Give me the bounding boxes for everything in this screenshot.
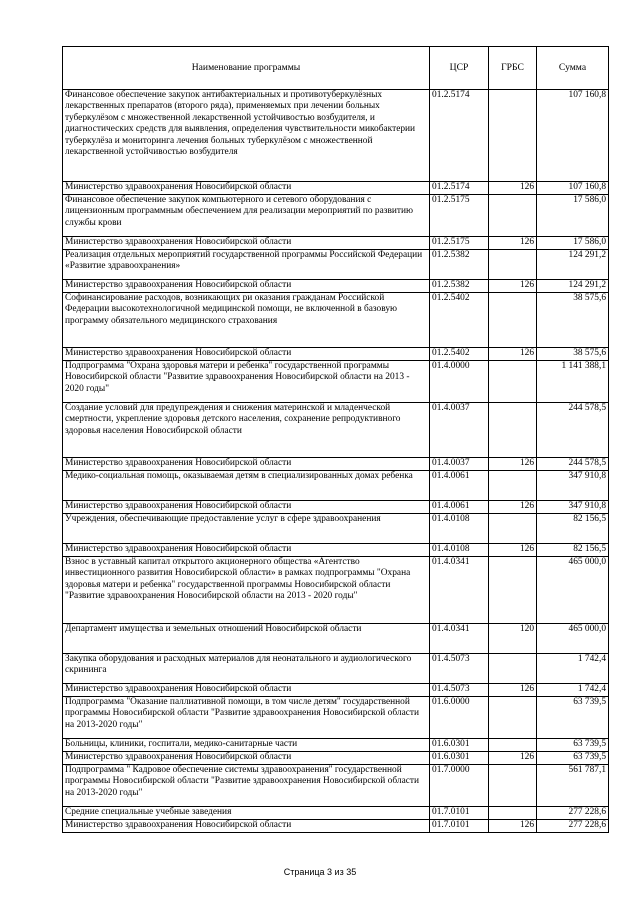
grbs-code-cell: 126: [489, 348, 537, 361]
grbs-code-cell: 126: [489, 820, 537, 833]
table-row: [63, 752, 609, 765]
sum-cell: 82 156,5: [537, 514, 609, 544]
program-name-cell: Подпрограмма "Охрана здоровья матери и ребенка" государственной программы Новосибирской области "Развитие здравоохранения Новосибирской области на 2013 - 2020 годы": [63, 361, 430, 403]
table-body: [63, 90, 609, 833]
table-row: [63, 654, 609, 684]
table-row: [63, 684, 609, 697]
table-row: [63, 237, 609, 250]
program-name-cell: Министерство здравоохранения Новосибирской области: [63, 684, 430, 697]
program-name-cell: Министерство здравоохранения Новосибирской области: [63, 280, 430, 293]
sum-cell: 63 739,5: [537, 752, 609, 765]
program-name-cell: Подпрограмма " Кадровое обеспечение системы здравоохранения" государственной программы Новосибирской области "Развитие здравоохранения Новосибирской области на 2013-2020 годы": [63, 765, 430, 807]
grbs-code-cell: [489, 471, 537, 501]
csr-code-cell: 01.7.0000: [430, 765, 489, 807]
program-name-cell: Министерство здравоохранения Новосибирской области: [63, 458, 430, 471]
table-row: [63, 403, 609, 458]
csr-code-cell: 01.2.5382: [430, 280, 489, 293]
grbs-code-cell: [489, 654, 537, 684]
page-number-footer: Страница 3 из 35: [283, 867, 357, 877]
csr-code-cell: 01.4.5073: [430, 684, 489, 697]
table-row: [63, 807, 609, 820]
sum-cell: 107 160,8: [537, 182, 609, 195]
sum-cell: 465 000,0: [537, 557, 609, 624]
sum-cell: 244 578,5: [537, 458, 609, 471]
table-header-row: [63, 47, 609, 90]
sum-cell: 1 742,4: [537, 684, 609, 697]
table-row: [63, 361, 609, 403]
table-row: [63, 348, 609, 361]
grbs-code-cell: [489, 403, 537, 458]
csr-code-cell: 01.4.0341: [430, 557, 489, 624]
table-row: [63, 182, 609, 195]
table-row: [63, 697, 609, 739]
program-name-cell: Министерство здравоохранения Новосибирской области: [63, 820, 430, 833]
csr-code-cell: 01.4.0061: [430, 471, 489, 501]
grbs-code-cell: [489, 765, 537, 807]
table-row: [63, 544, 609, 557]
table-row: [63, 458, 609, 471]
program-name-cell: Закупка оборудования и расходных материалов для неонатального и аудиологического скрининга: [63, 654, 430, 684]
column-header-sum: Сумма: [537, 47, 609, 90]
csr-code-cell: 01.7.0101: [430, 807, 489, 820]
program-name-cell: Взнос в уставный капитал открытого акционерного общества «Агентство инвестиционного развития Новосибирской области» в рамках подпрограммы "Охрана здоровья матери и ребенка" государственной программы Новосибирской области "Развитие здравоохранения Новосибирской области на 2013 - 2020 годы": [63, 557, 430, 624]
grbs-code-cell: 126: [489, 752, 537, 765]
sum-cell: 465 000,0: [537, 624, 609, 654]
grbs-code-cell: 120: [489, 624, 537, 654]
table-row: [63, 501, 609, 514]
sum-cell: 63 739,5: [537, 739, 609, 752]
table-row: [63, 624, 609, 654]
grbs-code-cell: 126: [489, 544, 537, 557]
csr-code-cell: 01.4.0108: [430, 544, 489, 557]
grbs-code-cell: [489, 250, 537, 280]
sum-cell: 17 586,0: [537, 237, 609, 250]
grbs-code-cell: [489, 361, 537, 403]
csr-code-cell: 01.2.5382: [430, 250, 489, 280]
program-name-cell: Министерство здравоохранения Новосибирской области: [63, 348, 430, 361]
sum-cell: 124 291,2: [537, 250, 609, 280]
table-row: [63, 195, 609, 237]
grbs-code-cell: 126: [489, 237, 537, 250]
program-name-cell: Министерство здравоохранения Новосибирской области: [63, 182, 430, 195]
csr-code-cell: 01.2.5174: [430, 182, 489, 195]
table-row: [63, 471, 609, 501]
program-name-cell: Финансовое обеспечение закупок компьютерного и сетевого оборудования с лицензионным программным обеспечением для реализации мероприятий по развитию службы крови: [63, 195, 430, 237]
grbs-code-cell: [489, 195, 537, 237]
grbs-code-cell: [489, 90, 537, 182]
csr-code-cell: 01.4.5073: [430, 654, 489, 684]
sum-cell: 244 578,5: [537, 403, 609, 458]
program-name-cell: Реализация отдельных мероприятий государственной программы Российской Федерации «Развитие здравоохранения»: [63, 250, 430, 280]
csr-code-cell: 01.4.0108: [430, 514, 489, 544]
table-row: [63, 280, 609, 293]
budget-program-table: [62, 46, 609, 833]
grbs-code-cell: 126: [489, 280, 537, 293]
column-header-csr: ЦСР: [430, 47, 489, 90]
sum-cell: 1 141 388,1: [537, 361, 609, 403]
csr-code-cell: 01.2.5402: [430, 293, 489, 348]
column-header-grbs: ГРБС: [489, 47, 537, 90]
program-name-cell: Средние специальные учебные заведения: [63, 807, 430, 820]
sum-cell: 561 787,1: [537, 765, 609, 807]
sum-cell: 277 228,6: [537, 807, 609, 820]
grbs-code-cell: 126: [489, 501, 537, 514]
grbs-code-cell: [489, 293, 537, 348]
grbs-code-cell: 126: [489, 458, 537, 471]
table-row: [63, 250, 609, 280]
program-name-cell: Больницы, клиники, госпитали, медико-санитарные части: [63, 739, 430, 752]
grbs-code-cell: 126: [489, 684, 537, 697]
program-name-cell: Учреждения, обеспечивающие предоставление услуг в сфере здравоохранения: [63, 514, 430, 544]
program-name-cell: Финансовое обеспечение закупок антибактериальных и противотуберкулёзных лекарственных препаратов (второго ряда), применяемых при лечении больных туберкулёзом с множественной лекарственной устойчивостью возбудителя, и диагностических средств для выявления, определения чувствительности микобактерии туберкулёза и мониторинга лечения больных туберкулёзом с множественной лекарственной устойчивостью возбудителя: [63, 90, 430, 182]
csr-code-cell: 01.6.0301: [430, 739, 489, 752]
csr-code-cell: 01.2.5174: [430, 90, 489, 182]
grbs-code-cell: [489, 697, 537, 739]
sum-cell: 277 228,6: [537, 820, 609, 833]
grbs-code-cell: [489, 739, 537, 752]
table-row: [63, 739, 609, 752]
program-name-cell: Департамент имущества и земельных отношений Новосибирской области: [63, 624, 430, 654]
csr-code-cell: 01.6.0000: [430, 697, 489, 739]
sum-cell: 124 291,2: [537, 280, 609, 293]
table-row: [63, 90, 609, 182]
program-name-cell: Подпрограмма "Оказание паллиативной помощи, в том числе детям" государственной программы Новосибирской области "Развитие здравоохранения Новосибирской области на 2013-2020 годы": [63, 697, 430, 739]
program-name-cell: Медико-социальная помощь, оказываемая детям в специализированных домах ребенка: [63, 471, 430, 501]
column-header-program-name: Наименование программы: [63, 47, 430, 90]
sum-cell: 107 160,8: [537, 90, 609, 182]
program-name-cell: Министерство здравоохранения Новосибирской области: [63, 237, 430, 250]
csr-code-cell: 01.4.0037: [430, 403, 489, 458]
sum-cell: 347 910,8: [537, 471, 609, 501]
program-name-cell: Софинансирование расходов, возникающих ри оказания гражданам Российской Федерации высокотехнологичной медицинской помощи, не включенной в базовую программу обязательного медицинского страхования: [63, 293, 430, 348]
program-name-cell: Министерство здравоохранения Новосибирской области: [63, 544, 430, 557]
grbs-code-cell: [489, 514, 537, 544]
csr-code-cell: 01.2.5175: [430, 195, 489, 237]
csr-code-cell: 01.4.0000: [430, 361, 489, 403]
sum-cell: 63 739,5: [537, 697, 609, 739]
table-row: [63, 293, 609, 348]
csr-code-cell: 01.6.0301: [430, 752, 489, 765]
table-row: [63, 557, 609, 624]
sum-cell: 38 575,6: [537, 293, 609, 348]
grbs-code-cell: 126: [489, 182, 537, 195]
table-row: [63, 765, 609, 807]
csr-code-cell: 01.4.0061: [430, 501, 489, 514]
csr-code-cell: 01.2.5175: [430, 237, 489, 250]
sum-cell: 17 586,0: [537, 195, 609, 237]
table-row: [63, 820, 609, 833]
csr-code-cell: 01.2.5402: [430, 348, 489, 361]
sum-cell: 38 575,6: [537, 348, 609, 361]
csr-code-cell: 01.4.0037: [430, 458, 489, 471]
csr-code-cell: 01.4.0341: [430, 624, 489, 654]
sum-cell: 1 742,4: [537, 654, 609, 684]
table-row: [63, 514, 609, 544]
program-name-cell: Министерство здравоохранения Новосибирской области: [63, 501, 430, 514]
csr-code-cell: 01.7.0101: [430, 820, 489, 833]
program-name-cell: Министерство здравоохранения Новосибирской области: [63, 752, 430, 765]
sum-cell: 82 156,5: [537, 544, 609, 557]
grbs-code-cell: [489, 557, 537, 624]
program-name-cell: Создание условий для предупреждения и снижения материнской и младенческой смертности, укрепление здоровья детского населения, сохранение репродуктивного здоровья населения Новосибирской области: [63, 403, 430, 458]
grbs-code-cell: [489, 807, 537, 820]
sum-cell: 347 910,8: [537, 501, 609, 514]
